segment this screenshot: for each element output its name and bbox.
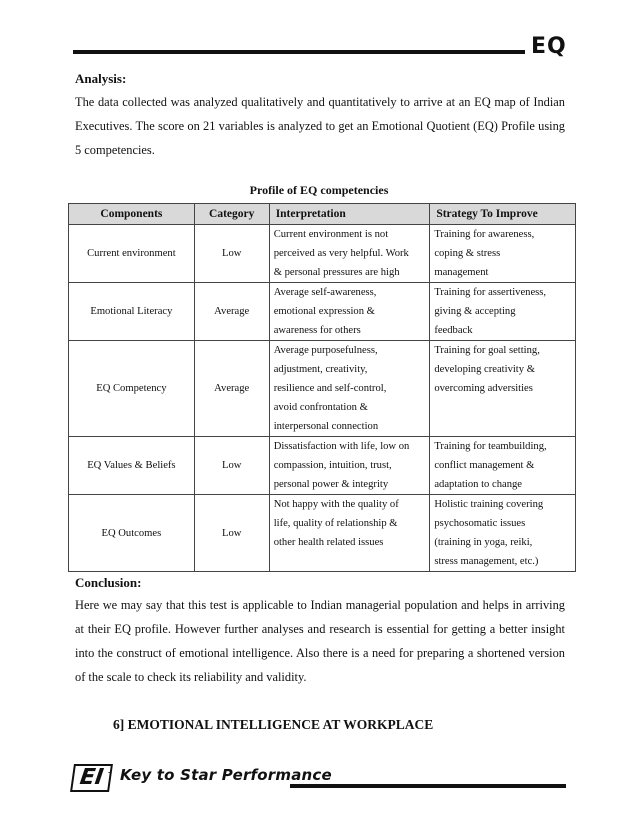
cell-category: Low <box>194 437 269 495</box>
strategy-line: Holistic training covering <box>434 499 544 510</box>
cell-interpretation <box>269 437 430 495</box>
strategy-line: feedback <box>434 325 473 336</box>
header-category: Category <box>194 204 269 225</box>
interpretation-line: avoid confrontation & <box>273 402 368 413</box>
cell-strategy <box>430 283 576 341</box>
interpretation-line: Not happy with the quality of <box>273 499 399 510</box>
strategy-line: psychosomatic issues <box>434 518 526 529</box>
table-header-row <box>69 204 576 225</box>
ei-logo: EI <box>70 764 113 792</box>
header-rule <box>73 50 525 54</box>
interpretation-line: other health related issues <box>273 537 384 548</box>
footer-rule <box>290 784 566 788</box>
conclusion-heading: Conclusion: <box>75 575 142 590</box>
analysis-heading: Analysis: <box>75 71 127 86</box>
table-caption: Profile of EQ competencies <box>249 183 389 197</box>
interpretation-line: Current environment is not <box>273 229 389 240</box>
header-strategy: Strategy To Improve <box>430 204 576 225</box>
cell-interpretation <box>269 341 430 437</box>
cell-strategy <box>430 437 576 495</box>
strategy-line: conflict management & <box>434 460 535 471</box>
cell-component: EQ Outcomes <box>69 495 195 572</box>
table-row <box>69 283 576 341</box>
table-row <box>69 225 576 283</box>
cell-category: Low <box>194 495 269 572</box>
interpretation-line: Average self-awareness, <box>273 287 377 298</box>
strategy-line: adaptation to change <box>434 479 522 490</box>
interpretation-line: Dissatisfaction with life, low on <box>273 441 410 452</box>
eq-logo: EQ <box>531 34 567 59</box>
cell-interpretation <box>269 495 430 572</box>
interpretation-line: life, quality of relationship & <box>273 518 398 529</box>
interpretation-line: interpersonal connection <box>273 421 379 432</box>
cell-component: EQ Competency <box>69 341 195 437</box>
strategy-line: developing creativity & <box>434 364 535 375</box>
cell-interpretation <box>269 225 430 283</box>
cell-component: Current environment <box>69 225 195 283</box>
interpretation-line: & personal pressures are high <box>273 267 400 278</box>
cell-strategy <box>430 495 576 572</box>
interpretation-line: emotional expression & <box>273 306 375 317</box>
strategy-line: Training for awareness, <box>434 229 535 240</box>
interpretation-line: awareness for others <box>273 325 361 336</box>
section-title: 6] EMOTIONAL INTELLIGENCE AT WORKPLACE <box>113 717 434 732</box>
interpretation-line: perceived as very helpful. Work <box>273 248 409 259</box>
table-row <box>69 495 576 572</box>
strategy-line: (training in yoga, reiki, <box>434 537 533 548</box>
strategy-line: coping & stress <box>434 248 501 259</box>
interpretation-line: adjustment, creativity, <box>273 364 368 375</box>
analysis-paragraph: The data collected was analyzed qualitatively and quantitatively to arrive at an EQ map of Indian Executives. The score on 21 variables is analyzed to get an Emotional Quotient (EQ) Profile using 5 competencies. <box>75 95 565 157</box>
table-row <box>69 341 576 437</box>
interpretation-line: resilience and self-control, <box>273 383 387 394</box>
table-row <box>69 437 576 495</box>
strategy-line: stress management, etc.) <box>434 556 539 567</box>
footer-tagline: Key to Star Performance <box>120 766 332 784</box>
cell-component: Emotional Literacy <box>69 283 195 341</box>
cell-component: EQ Values & Beliefs <box>69 437 195 495</box>
cell-category: Low <box>194 225 269 283</box>
footer-dash: - <box>108 766 112 778</box>
cell-strategy <box>430 341 576 437</box>
strategy-line: Training for goal setting, <box>434 345 540 356</box>
strategy-line: overcoming adversities <box>434 383 533 394</box>
cell-category: Average <box>194 341 269 437</box>
conclusion-paragraph: Here we may say that this test is applicable to Indian managerial population and helps in arriving at their EQ profile. However further analyses and research is essential for getting a better insight into the construct of emotional intelligence. Also there is a need for preparing a shortened version of the scale to check its reliability and validity. <box>75 598 565 684</box>
interpretation-line: personal power & integrity <box>273 479 389 490</box>
strategy-line: management <box>434 267 489 278</box>
cell-interpretation <box>269 283 430 341</box>
interpretation-line: compassion, intuition, trust, <box>273 460 392 471</box>
cell-category: Average <box>194 283 269 341</box>
cell-strategy <box>430 225 576 283</box>
strategy-line: Training for teambuilding, <box>434 441 547 452</box>
strategy-line: giving & accepting <box>434 306 516 317</box>
interpretation-line: Average purposefulness, <box>273 345 378 356</box>
header-components: Components <box>69 204 195 225</box>
eq-profile-table <box>68 203 576 572</box>
strategy-line: Training for assertiveness, <box>434 287 547 298</box>
header-interpretation: Interpretation <box>269 204 430 225</box>
